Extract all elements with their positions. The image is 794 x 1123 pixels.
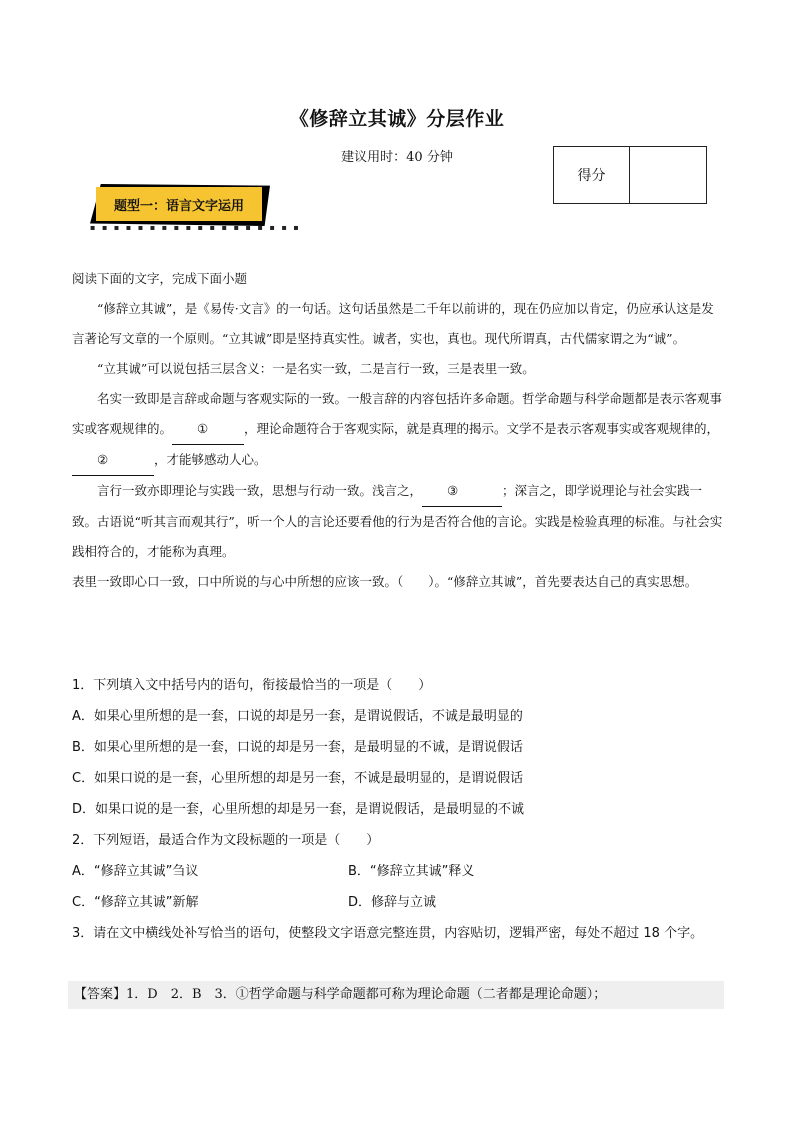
question-2-option-b[interactable]: B．“修辞立其诚”释义	[348, 864, 475, 879]
page-title: 《修辞立其诚》分层作业	[289, 108, 505, 130]
question-2-option-c[interactable]: C．“修辞立其诚”新解	[72, 895, 199, 910]
paragraph-4-text-a: 言行一致亦即理论与实践一致，思想与行动一致。浅言之，	[97, 483, 423, 498]
badge-dots: ▪ ▪ ▪ ▪ ▪ ▪ ▪ ▪ ▪ ▪ ▪ ▪ ▪ ▪ ▪ ▪ ▪ ▪	[90, 223, 301, 232]
score-value-cell[interactable]	[630, 147, 706, 203]
blank-1[interactable]	[172, 414, 244, 445]
question-1-option-c[interactable]: C．如果口说的是一套，心里所想的却是另一套，不诚是最明显的，是谓说假话	[72, 771, 524, 786]
question-1-stem: 1．下列填入文中括号内的语句，衔接最恰当的一项是（ ）	[72, 678, 432, 693]
question-1-option-a[interactable]: A．如果心里所想的是一套，口说的却是另一套，是谓说假话，不诚是最明显的	[72, 709, 523, 724]
score-box	[553, 146, 707, 204]
question-2-options-row-2	[72, 887, 724, 918]
paragraph-3-text-b: ，理论命题符合于客观实际，就是真理的揭示。文学不是表示客观事实或客观规律的，	[244, 421, 720, 436]
suggested-time: 建议用时：40 分钟	[341, 150, 453, 165]
passage-paragraph-1: “修辞立其诚”，是《易传·文言》的一句话。这句话虽然是二千年以前讲的，现在仍应加以肯定，仍应承认这是发言著论写文章的一个原则。“立其诚”即是坚持真实性。诚者，实也，真也。现代所谓真，古代儒家谓之为“诚”。	[72, 301, 714, 346]
badge-label: 题型一：语言文字运用	[96, 187, 262, 221]
answer-bar: 【答案】1．D 2．B 3．①哲学命题与科学命题都可称为理论命题（二者都是理论命题）；	[68, 981, 724, 1009]
blank-3-mark: ③	[447, 483, 459, 498]
question-1-option-b[interactable]: B．如果心里所想的是一套，口说的却是另一套，是最明显的不诚，是谓说假话	[72, 740, 523, 755]
question-2-stem: 2．下列短语，最适合作为文段标题的一项是（ ）	[72, 833, 380, 848]
paragraph-3-text-c: ，才能够感动人心。	[154, 452, 267, 467]
question-2-option-d[interactable]: D．修辞与立诚	[348, 895, 437, 910]
score-label: 得分	[554, 147, 630, 203]
section-badge	[86, 182, 270, 226]
blank-1-mark: ①	[197, 421, 209, 436]
question-1-option-d[interactable]: D．如果口说的是一套，心里所想的却是另一套，是谓说假话，是最明显的不诚	[72, 802, 525, 817]
passage-paragraph-5: 表里一致即心口一致，口中所说的与心中所想的应该一致。（ ）。“修辞立其诚”，首先要表达自己的真实思想。	[72, 574, 698, 589]
question-2-option-a[interactable]: A．“修辞立其诚”刍议	[72, 864, 199, 879]
question-3-stem: 3．请在文中横线处补写恰当的语句，使整段文字语意完整连贯，内容贴切，逻辑严密，每处不超过 18 个字。	[72, 926, 704, 941]
passage	[72, 264, 724, 597]
instruction: 阅读下面的文字，完成下面小题	[72, 271, 248, 286]
passage-paragraph-3	[72, 384, 724, 476]
blank-2-mark: ②	[97, 452, 109, 467]
paragraph-4-text-b: ；深言之，即学说理论与社会实践一致。古语说“听其言而观其行”，听一个人的言论还要看他的行为是否符合他的言论。实践是检验真理的标准。与社会实践相符合的，才能称为真理。	[72, 483, 723, 559]
passage-paragraph-2: “立其诚”可以说包括三层含义：一是名实一致，二是言行一致，三是表里一致。	[97, 361, 535, 376]
questions	[72, 670, 724, 949]
question-2-options-row-1	[72, 856, 724, 887]
blank-2[interactable]	[72, 445, 154, 476]
blank-3[interactable]	[422, 476, 502, 507]
paragraph-3-text-a: 名实一致即是言辞或命题与客观实际的一致。一般言辞的内容包括许多命题。哲学命题与科学命题都是表示客观事实或客观规律的。	[72, 391, 723, 436]
passage-paragraph-4	[72, 476, 724, 567]
